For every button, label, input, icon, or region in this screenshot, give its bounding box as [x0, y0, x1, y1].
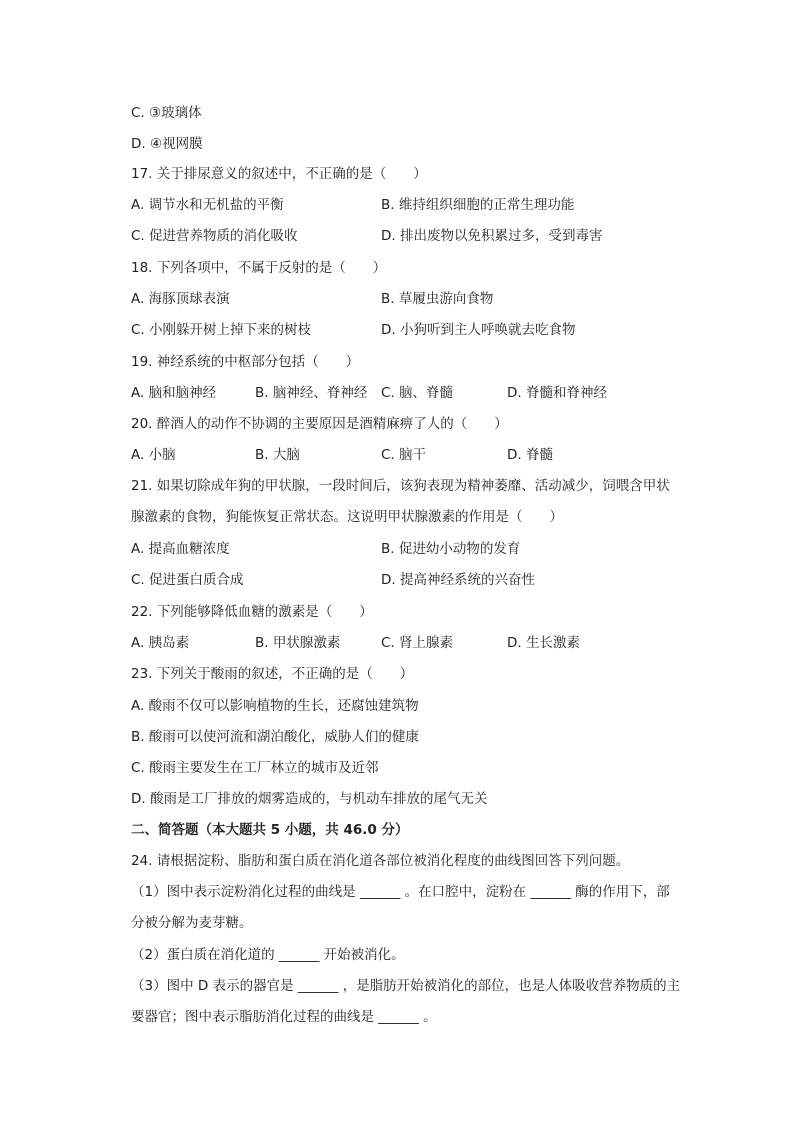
- option-a: A. 脑和脑神经: [131, 385, 217, 401]
- option-b: D. 小狗听到主人呼唤就去吃食物: [381, 322, 576, 338]
- option-b: B. 甲状腺激素: [255, 635, 341, 651]
- question-text: 19. 神经系统的中枢部分包括（ ）: [131, 354, 360, 370]
- option-text: D. 酸雨是工厂排放的烟雾造成的，与机动车排放的尾气无关: [131, 791, 488, 807]
- option-b: B. 维持组织细胞的正常生理功能: [381, 197, 575, 213]
- option-b: D. 排出废物以免积累过多，受到毒害: [381, 228, 603, 244]
- option-b: B. 大脑: [255, 447, 300, 463]
- question-text: 24. 请根据淀粉、脂肪和蛋白质在消化道各部位被消化程度的曲线图回答下列问题。: [131, 853, 630, 869]
- option-text: C. ③玻璃体: [131, 105, 202, 121]
- option-a: A. 小脑: [131, 447, 176, 463]
- question-text: （3）图中 D 表示的器官是 ______ ，是脂肪开始被消化的部位，也是人体吸收营养物质的主: [131, 978, 681, 994]
- question-text: （1）图中表示淀粉消化过程的曲线是 ______ 。在口腔中，淀粉在 ______ 酶的作用下，部: [131, 884, 670, 900]
- section-heading: 二、简答题（本大题共 5 小题，共 46.0 分）: [131, 822, 409, 838]
- option-text: D. ④视网膜: [131, 136, 203, 152]
- question-text: 23. 下列关于酸雨的叙述，不正确的是（ ）: [131, 666, 414, 682]
- option-c: C. 肾上腺素: [381, 635, 454, 651]
- option-c: C. 脑干: [381, 447, 427, 463]
- option-a: C. 小刚躲开树上掉下来的树枝: [131, 322, 312, 338]
- option-a: A. 海豚顶球表演: [131, 291, 230, 307]
- option-d: D. 脊髓和脊神经: [507, 385, 607, 401]
- option-d: D. 脊髓: [507, 447, 553, 463]
- question-text: 要器官；图中表示脂肪消化过程的曲线是 ______ 。: [131, 1009, 437, 1025]
- option-a: C. 促进营养物质的消化吸收: [131, 228, 298, 244]
- option-b: B. 草履虫游向食物: [381, 291, 494, 307]
- option-text: A. 酸雨不仅可以影响植物的生长，还腐蚀建筑物: [131, 698, 419, 714]
- option-c: C. 脑、脊髓: [381, 385, 454, 401]
- option-b: B. 促进幼小动物的发育: [381, 541, 521, 557]
- question-text: 腺激素的食物，狗能恢复正常状态。这说明甲状腺激素的作用是（ ）: [131, 509, 563, 525]
- option-a: C. 促进蛋白质合成: [131, 572, 244, 588]
- question-text: 17. 关于排尿意义的叙述中，不正确的是（ ）: [131, 166, 427, 182]
- question-text: （2）蛋白质在消化道的 ______ 开始被消化。: [131, 947, 405, 963]
- question-text: 21. 如果切除成年狗的甲状腺，一段时间后，该狗表现为精神萎靡、活动减少，饲喂含甲状: [131, 478, 670, 494]
- option-d: D. 生长激素: [507, 635, 580, 651]
- question-text: 分被分解为麦芽糖。: [131, 915, 253, 931]
- question-text: 18. 下列各项中，不属于反射的是（ ）: [131, 260, 387, 276]
- option-a: A. 调节水和无机盐的平衡: [131, 197, 284, 213]
- option-text: C. 酸雨主要发生在工厂林立的城市及近邻: [131, 760, 379, 776]
- option-b: B. 脑神经、脊神经: [255, 385, 368, 401]
- question-text: 20. 醉酒人的动作不协调的主要原因是酒精麻痹了人的（ ）: [131, 416, 508, 432]
- question-text: 22. 下列能够降低血糖的激素是（ ）: [131, 604, 373, 620]
- option-text: B. 酸雨可以使河流和湖泊酸化，威胁人们的健康: [131, 729, 419, 745]
- option-a: A. 提高血糖浓度: [131, 541, 230, 557]
- option-b: D. 提高神经系统的兴奋性: [381, 572, 535, 588]
- option-a: A. 胰岛素: [131, 635, 190, 651]
